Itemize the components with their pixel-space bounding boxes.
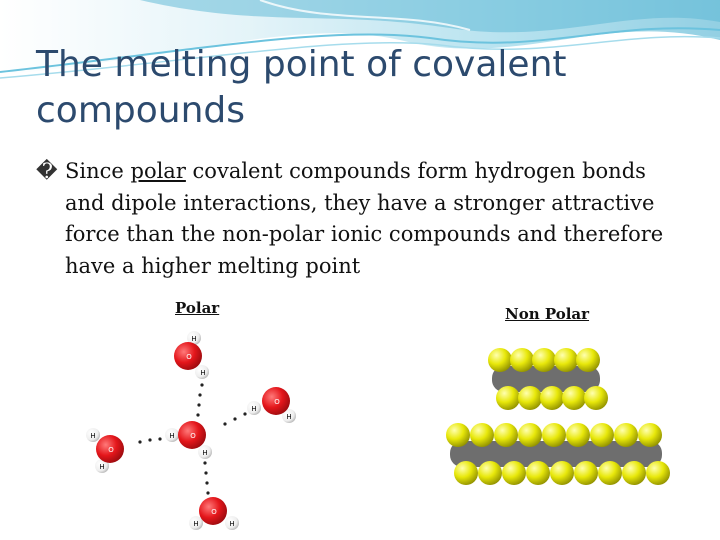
svg-text:O: O (108, 446, 114, 454)
bullet-item (36, 156, 676, 282)
hydrogen-atom-bottom (550, 461, 574, 485)
nonpolar-hydrocarbon-figure (440, 345, 670, 495)
hydrogen-atom-top (638, 423, 662, 447)
body-text-rest: covalent compounds form hydrogen bonds and dipole interactions, they have a stronger attractive force than the non-polar ionic compounds and therefore have a higher melting point (65, 159, 664, 278)
water-molecule-center (165, 421, 212, 459)
water-molecule-top (174, 331, 209, 379)
nonpolar-label: Non Polar (505, 305, 590, 323)
hydrogen-atom-bottom (574, 461, 598, 485)
svg-text:O: O (274, 398, 280, 406)
hydrogen-atom-bottom (454, 461, 478, 485)
hydrogen-atom-bottom (584, 386, 608, 410)
hydrogen-atom-top (510, 348, 534, 372)
svg-text:H: H (90, 432, 96, 440)
slide-title (36, 42, 676, 134)
title-line-1: The melting point of covalent (36, 44, 567, 85)
water-molecule-left (86, 428, 124, 473)
hydrogen-atom-top (446, 423, 470, 447)
svg-text:H: H (200, 369, 206, 377)
svg-text:O: O (186, 353, 192, 361)
hydrogen-atom-bottom (496, 386, 520, 410)
title-line-2: compounds (36, 90, 246, 131)
hydrogen-atom-top (488, 348, 512, 372)
water-molecule-bottom (189, 497, 239, 530)
hydrogen-atom-top (614, 423, 638, 447)
bullet-glyph: � (36, 159, 58, 183)
hydrogen-atom-bottom (646, 461, 670, 485)
svg-text:H: H (193, 520, 199, 528)
hydrogen-atom-bottom (562, 386, 586, 410)
hydrocarbon-upper (488, 348, 608, 410)
svg-text:O: O (211, 508, 217, 516)
polar-water-molecules-figure (80, 325, 310, 540)
bullet-paragraph (36, 156, 676, 282)
svg-text:H: H (202, 449, 208, 457)
svg-text:O: O (190, 432, 196, 440)
hydrogen-atom-top (554, 348, 578, 372)
svg-text:H: H (229, 520, 235, 528)
polar-label: Polar (175, 299, 220, 317)
svg-text:H: H (191, 335, 197, 343)
hydrogen-atom-bottom (478, 461, 502, 485)
hydrogen-atom-bottom (598, 461, 622, 485)
svg-text:H: H (251, 405, 257, 413)
body-text-start: Since (65, 159, 131, 183)
body-text-underlined: polar (130, 159, 186, 183)
water-molecule-right (247, 387, 296, 423)
hydrogen-atom-top (532, 348, 556, 372)
hydrogen-atom-top (518, 423, 542, 447)
svg-text:H: H (169, 432, 175, 440)
hydrogen-atom-top (494, 423, 518, 447)
hydrogen-atom-top (542, 423, 566, 447)
hydrogen-atom-bottom (622, 461, 646, 485)
hydrogen-atom-bottom (502, 461, 526, 485)
hydrocarbon-lower (446, 423, 670, 485)
svg-text:H: H (99, 463, 105, 471)
hydrogen-atom-bottom (540, 386, 564, 410)
hydrogen-atom-bottom (518, 386, 542, 410)
hydrogen-atom-top (470, 423, 494, 447)
hydrogen-atom-top (576, 348, 600, 372)
svg-text:H: H (286, 413, 292, 421)
hydrogen-atom-top (566, 423, 590, 447)
hydrogen-atom-top (590, 423, 614, 447)
hydrogen-atom-bottom (526, 461, 550, 485)
